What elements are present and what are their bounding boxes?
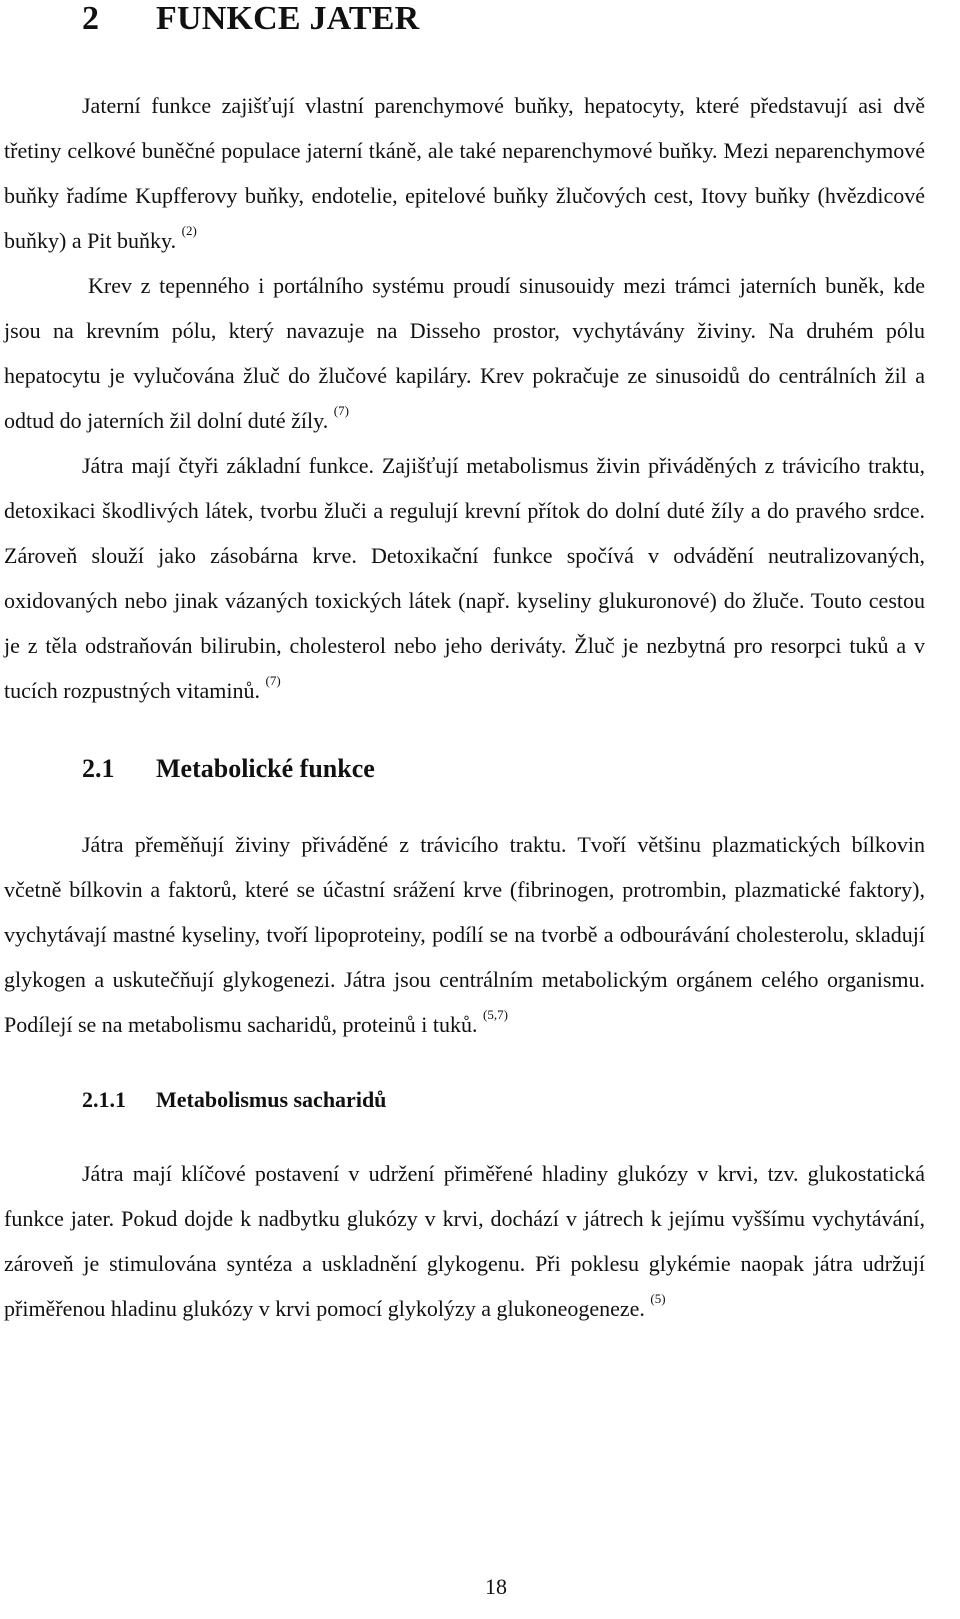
intro-paragraph-1: Jaterní funkce zajišťují vlastní parenchymové buňky, hepatocyty, které představují asi dvě třetiny celkové buněčné populace jaterní tkáně, ale také neparenchymové buňky. Mezi neparenchymové buňky řadíme Kupfferovy buňky, endotelie, epitelové buňky žlučových cest, Itovy buňky (hvězdicové buňky) a Pit buňky. $^{(2)}$ xyxy=(4,93,925,253)
citation-ref: (7) xyxy=(265,673,281,688)
page-number: 18 xyxy=(485,1574,507,1599)
chapter-heading xyxy=(4,1,925,37)
subsection-title: Metabolismus sacharidů xyxy=(156,1087,387,1112)
subsection-heading xyxy=(4,1080,925,1120)
intro-paragraph-2: Krev z tepenného i portálního systému proudí sinusouidy mezi trámci jaterních buněk, kde jsou na krevním pólu, který navazuje na Disseho prostor, vychytávány živiny. Na druhém pólu hepatocytu je vylučována žluč do žlučové kapiláry. Krev pokračuje ze sinusoidů do centrálních žil a odtud do jaterních žil dolní duté žíly. $^{(7)}$ xyxy=(4,273,925,433)
citation-ref: (7) xyxy=(333,403,349,418)
subsection-number: 2.1.1 xyxy=(82,1087,126,1112)
section-title: Metabolické funkce xyxy=(156,754,375,783)
section-heading xyxy=(4,749,925,789)
citation-ref: (2) xyxy=(181,223,197,238)
chapter-number: 2 xyxy=(82,0,100,37)
document-page xyxy=(4,0,925,1331)
citation-ref: (5,7) xyxy=(483,1007,508,1022)
subsection-paragraph-1: Játra mají klíčové postavení v udržení přiměřené hladiny glukózy v krvi, tzv. glukostatická funkce jater. Pokud dojde k nadbytku glukózy v krvi, dochází v játrech k jejímu vyššímu vychytávání, zároveň je stimulována syntéza a uskladnění glykogenu. Při poklesu glykémie naopak játra udržují přiměřenou hladinu glukózy v krvi pomocí glykolýzy a glukoneogeneze. $^{(5)}$ xyxy=(4,1161,925,1321)
section-paragraph-1: Játra přeměňují živiny přiváděné z trávicího traktu. Tvoří většinu plazmatických bílkovin včetně bílkovin a faktorů, které se účastní srážení krve (fibrinogen, protrombin, plazmatické faktory), vychytávají mastné kyseliny, tvoří lipoproteiny, podílí se na tvorbě a odbourávání cholesterolu, skladují glykogen a uskutečňují glykogenezi. Játra jsou centrálním metabolickým orgánem celého organismu. Podílejí se na metabolismu sacharidů, proteinů i tuků. $^{(5,7)}$ xyxy=(4,832,925,1037)
citation-ref: (5) xyxy=(650,1291,666,1306)
chapter-title: FUNKCE JATER xyxy=(156,0,420,37)
intro-paragraph-3: Játra mají čtyři základní funkce. Zajišťují metabolismus živin přiváděných z trávicího traktu, detoxikaci škodlivých látek, tvorbu žluči a regulují krevní přítok do dolní duté žíly a do pravého srdce. Zároveň slouží jako zásobárna krve. Detoxikační funkce spočívá v odvádění neutralizovaných, oxidovaných nebo jinak vázaných toxických látek (např. kyseliny glukuronové) do žluče. Touto cestou je z těla odstraňován bilirubin, cholesterol nebo jeho deriváty. Žluč je nezbytná pro resorpci tuků a v tucích rozpustných vitaminů. $^{(7)}$ xyxy=(4,453,925,703)
section-number: 2.1 xyxy=(82,754,115,783)
